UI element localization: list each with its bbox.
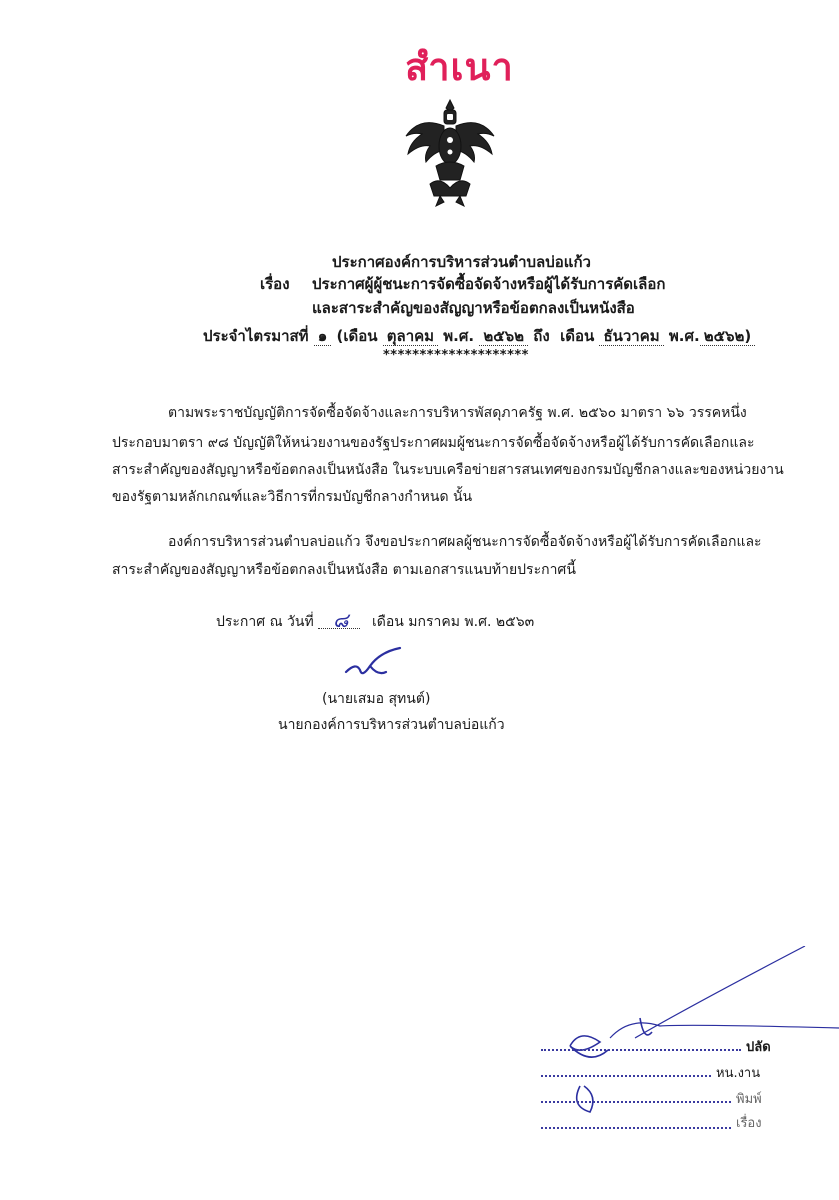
signer-position: นายกองค์การบริหารส่วนตำบลบ่อแก้ว [278, 717, 505, 733]
quarter-prefix: ประจำไตรมาสที่ [203, 327, 309, 345]
garuda-emblem-icon [400, 96, 500, 208]
year-to: ๒๕๖๒) [700, 327, 756, 346]
announcement-title: ประกาศองค์การบริหารส่วนตำบลบ่อแก้ว [332, 253, 591, 271]
subject-label: เรื่อง [260, 275, 290, 293]
paragraph-2-line-1: องค์การบริหารส่วนตำบลบ่อแก้ว จึงขอประกาศผลผู้ชนะการจัดซื้อจัดจ้างหรือผู้ได้รับการคัดเลือกและ [168, 534, 762, 550]
routing-dots-4 [541, 1126, 731, 1129]
quarter-number: ๑ [314, 327, 332, 346]
day-dotted-line [318, 628, 360, 629]
routing-item-head: หน.งาน [716, 1066, 761, 1081]
quarter-line [203, 324, 755, 348]
header-divider: ******************** [383, 348, 529, 363]
routing-item-clerk: ปลัด [746, 1040, 771, 1055]
paragraph-1-line-2: ประกอบมาตรา ๙๘ บัญญัติให้หน่วยงานของรัฐประกาศผมผู้ชนะการจัดซื้อจัดจ้างหรือผู้ได้รับการคัดเลือกและ [112, 435, 755, 451]
routing-item-subject: เรื่อง [736, 1116, 762, 1131]
paragraph-1-line-1: ตามพระราชบัญญัติการจัดซื้อจัดจ้างและการบริหารพัสดุภาครัฐ พ.ศ. ๒๕๖๐ มาตรา ๖๖ วรรคหนึ่ง [168, 405, 747, 421]
paragraph-1-line-3: สาระสำคัญของสัญญาหรือข้อตกลงเป็นหนังสือ ในระบบเครือข่ายสารสนเทศของกรมบัญชีกลางและของหน่วยงาน [112, 462, 784, 478]
routing-dots-1 [541, 1048, 741, 1051]
year-label-2: พ.ศ. [668, 327, 700, 345]
year-from: ๒๕๖๒ [479, 327, 528, 346]
routing-scribbles-icon [540, 946, 839, 1136]
month-to: ธันวาคม [599, 327, 663, 346]
routing-dots-3 [541, 1100, 731, 1103]
paragraph-1-line-4: ของรัฐตามหลักเกณฑ์และวิธีการที่กรมบัญชีกลางกำหนด นั้น [112, 489, 473, 505]
routing-item-typed: พิมพ์ [736, 1092, 762, 1107]
year-label-1: พ.ศ. [443, 327, 475, 345]
subject-line-2: และสาระสำคัญของสัญญาหรือข้อตกลงเป็นหนังสือ [312, 299, 635, 317]
month-to-label: เดือน [560, 327, 595, 345]
signature-icon [340, 646, 420, 686]
signer-name: (นายเสมอ สุทนต์) [322, 691, 431, 707]
announce-suffix: เดือน มกราคม พ.ศ. ๒๕๖๓ [372, 614, 535, 630]
announce-day: ๘ [333, 608, 349, 632]
month-from-label: (เดือน [336, 327, 378, 345]
copy-stamp: สำเนา [405, 45, 514, 89]
announce-prefix: ประกาศ ณ วันที่ [216, 614, 314, 630]
to-label: ถึง [533, 327, 550, 345]
routing-dots-2 [541, 1074, 711, 1077]
paragraph-2-line-2: สาระสำคัญของสัญญาหรือข้อตกลงเป็นหนังสือ ตามเอกสารแนบท้ายประกาศนี้ [112, 562, 576, 578]
subject-line-1: ประกาศผู้ผู้ชนะการจัดซื้อจัดจ้างหรือผู้ได้รับการคัดเลือก [312, 275, 666, 293]
month-from: ตุลาคม [383, 327, 438, 346]
